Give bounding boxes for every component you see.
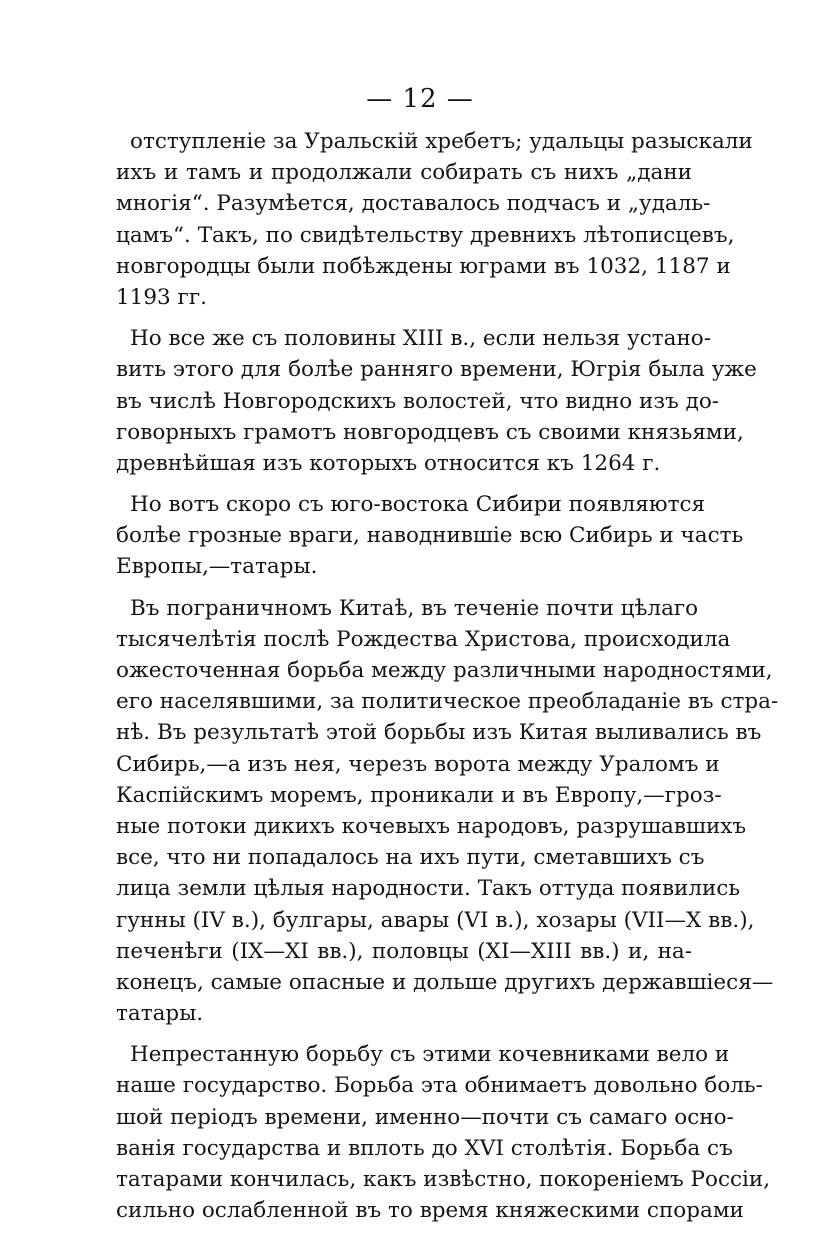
text-line: конецъ, самые опасные и дольше другихъ державшіеся— bbox=[116, 969, 774, 995]
text-line: Европы,—татары. bbox=[116, 554, 318, 580]
paragraph bbox=[116, 1039, 771, 1226]
paragraph bbox=[116, 593, 779, 1030]
text-line: ихъ и тамъ и продолжали собирать съ нихъ „дани bbox=[116, 160, 692, 186]
text-line: въ числѣ Новгородскихъ волостей, что видно изъ до- bbox=[116, 388, 720, 414]
text-line: болѣе грозные враги, наводнившіе всю Сибирь и часть bbox=[116, 523, 744, 549]
text-line: татары. bbox=[116, 1001, 204, 1027]
text-line: Но вотъ скоро съ юго-востока Сибири появляются bbox=[130, 492, 706, 518]
text-line: говорныхъ грамотъ новгородцевъ съ своими князьями, bbox=[116, 419, 744, 445]
paragraph bbox=[116, 323, 757, 479]
body-text bbox=[116, 126, 779, 1236]
text-line: ванія государства и вплоть до XVI столѣтія. Борьба съ bbox=[116, 1135, 733, 1161]
paragraph bbox=[116, 126, 753, 313]
text-line: Непрестанную борьбу съ этими кочевниками вело и bbox=[130, 1042, 730, 1068]
text-line: наше государство. Борьба эта обнимаетъ довольно боль- bbox=[116, 1073, 763, 1099]
paragraph bbox=[116, 489, 744, 583]
text-line: тысячелѣтія послѣ Рождества Христова, происходила bbox=[116, 626, 731, 652]
text-line: новгородцы были побѣждены юграми въ 1032, 1187 и bbox=[116, 253, 731, 279]
text-line: лица земли цѣлыя народности. Такъ оттуда появились bbox=[116, 876, 741, 902]
text-line: отступленіе за Уральскій хребетъ; удальцы разыскали bbox=[130, 129, 753, 154]
text-line: древнѣйшая изъ которыхъ относится къ 1264 г. bbox=[116, 450, 661, 476]
text-line: многія“. Разумѣется, доставалось подчасъ и „удаль- bbox=[116, 191, 711, 217]
text-line: Каспійскимъ моремъ, проникали и въ Европу,—гроз- bbox=[116, 782, 722, 808]
text-line: его населявшими, за политическое преобладаніе въ стра- bbox=[116, 689, 779, 715]
text-line: все, что ни попадалось на ихъ пути, сметавшихъ съ bbox=[116, 845, 705, 871]
page-number: — 12 — bbox=[366, 84, 474, 114]
text-line: ные потоки дикихъ кочевыхъ народовъ, разрушавшихъ bbox=[116, 813, 747, 839]
text-line: печенѣги (IX—XI вв.), половцы (XI—XIII вв.) и, на- bbox=[116, 938, 692, 964]
text-line: вить этого для болѣе ранняго времени, Югрія была уже bbox=[116, 357, 757, 383]
text-line: Сибирь,—а изъ нея, черезъ ворота между Ураломъ и bbox=[116, 751, 720, 777]
text-line: Но все же съ половины XIII в., если нельзя устано- bbox=[130, 326, 712, 352]
text-line: нѣ. Въ результатѣ этой борьбы изъ Китая выливались въ bbox=[116, 720, 762, 746]
text-line: ожесточенная борьба между различными народностями, bbox=[116, 658, 773, 683]
text-line: 1193 гг. bbox=[116, 284, 207, 310]
text-line: гунны (IV в.), булгары, авары (VI в.), хозары (VII—X вв.), bbox=[116, 907, 755, 933]
text-line: цамъ“. Такъ, по свидѣтельству древнихъ лѣтописцевъ, bbox=[116, 222, 735, 248]
text-line: татарами кончилась, какъ извѣстно, покореніемъ Россіи, bbox=[116, 1167, 771, 1192]
text-line: Въ пограничномъ Китаѣ, въ теченіе почти цѣлаго bbox=[130, 595, 699, 621]
text-line: шой періодъ времени, именно—почти съ самаго осно- bbox=[116, 1104, 734, 1130]
text-line: сильно ослабленной въ то время княжескими спорами bbox=[116, 1198, 744, 1224]
